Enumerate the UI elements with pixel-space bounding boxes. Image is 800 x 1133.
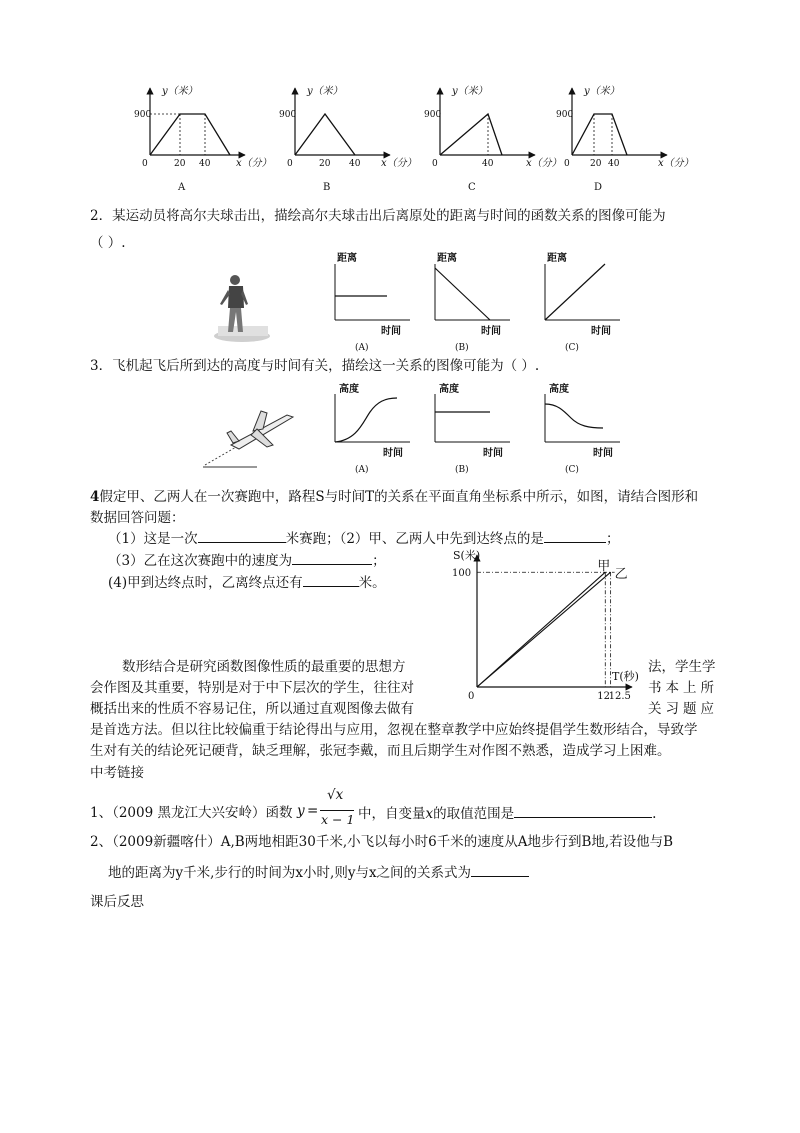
- zhongkao-q1-a: 1、（2009 黑龙江大兴安岭）函数: [90, 805, 293, 821]
- graph-b-x-tick-2: 40: [349, 159, 361, 169]
- graph-b-x-tick-1: 20: [319, 159, 331, 169]
- zhongkao-heading: 中考链接: [90, 765, 144, 781]
- graph-b-origin: 0: [287, 159, 293, 169]
- graph-a-y-tick: 900: [134, 110, 152, 120]
- airplane-illustration: [195, 405, 305, 475]
- q4-sub1-c: ；: [605, 531, 620, 547]
- q2-graph-a: [335, 251, 410, 353]
- q4-sub3-a: （3）乙在这次赛跑中的速度为: [108, 553, 293, 569]
- q3-graph-a: [335, 382, 410, 475]
- graph-d-origin: 0: [564, 159, 570, 169]
- q3-graph-b: [435, 382, 510, 475]
- zhongkao-q1-var: x: [425, 806, 434, 822]
- zhongkao-q2-line1: 2、（2009新疆喀什）A,B两地相距30千米,小飞以每小时6千米的速度从A地步行到B地,若设他与B: [90, 834, 674, 850]
- q4-sub3-b: ；: [372, 553, 386, 569]
- q3-b-x-label: 时间: [483, 448, 503, 459]
- zhongkao-q1-d: .: [652, 806, 657, 822]
- q4-sub4-a: (4)甲到达终点时，乙离终点还有: [108, 575, 303, 591]
- function-equals: =: [307, 803, 319, 819]
- paragraph-line3-left: 概括出来的性质不容易记住，所以通过直观图像去做有: [90, 701, 414, 717]
- q4-sub4-b: 米。: [358, 575, 386, 591]
- graph-c-y-label: y（米）: [452, 86, 488, 97]
- zhongkao-q2-line2: [108, 862, 529, 883]
- q3-text: 3．飞机起飞后所到达的高度与时间有关，描绘这一关系的图像可能为（ ）.: [90, 358, 540, 374]
- q4-number: 4: [90, 489, 100, 505]
- q3-graph-c: [545, 382, 620, 475]
- graph-d-x-label: x（分）: [658, 158, 694, 169]
- q4-sub1-a: （1）这是一次: [108, 531, 198, 547]
- q4-blank-distance[interactable]: [198, 528, 286, 543]
- zhongkao-q1-c: 的取值范围是: [433, 806, 515, 822]
- graph-a-origin: 0: [142, 159, 148, 169]
- q3-b-y-label: 高度: [439, 384, 459, 395]
- graph-c: [424, 85, 562, 193]
- graph-a-x-label: x（分）: [236, 158, 272, 169]
- q2-b-x-label: 时间: [481, 326, 501, 337]
- paragraph-line3-right: 关习题应: [648, 701, 718, 717]
- q4-sub1-b: 米赛跑；（2）甲、乙两人中先到达终点的是: [285, 531, 544, 547]
- q4-sub4: [108, 572, 386, 593]
- graph-d-y-tick: 900: [556, 110, 574, 120]
- zhongkao-q1-function: [297, 787, 357, 831]
- graph-b-option: B: [323, 182, 331, 193]
- function-y: y: [297, 803, 305, 819]
- paragraph-line1-right: 法，学生学: [648, 659, 716, 675]
- graph-c-x-tick: 40: [482, 159, 494, 169]
- race-x-tick-12: 12: [597, 691, 611, 702]
- q3-c-x-label: 时间: [593, 448, 613, 459]
- q3-a-option: (A): [355, 465, 369, 475]
- race-series-label-jia: 甲: [597, 559, 611, 575]
- graph-d-x-tick-2: 40: [608, 159, 620, 169]
- graph-b-x-label: x（分）: [381, 158, 417, 169]
- graph-d-option: D: [594, 182, 603, 193]
- paragraph-line2-right: 书本上所: [648, 680, 718, 696]
- paragraph-line4: 是首选方法。但以往比较偏重于结论得出与应用，忽视在整章教学中应始终提倡学生数形结合，导致学: [90, 722, 698, 738]
- graph-c-option: C: [468, 182, 476, 193]
- q2-line1: 2．某运动员将高尔夫球击出，描绘高尔夫球击出后离原处的距离与时间的函数关系的图像可能为: [90, 208, 666, 224]
- zhongkao-q1: [90, 803, 293, 823]
- race-x-tick-12-5: 12.5: [608, 691, 631, 702]
- q3-graphs: [310, 380, 630, 480]
- zhongkao-q1-rest: [358, 803, 656, 824]
- q3-b-option: (B): [455, 465, 469, 475]
- q3-a-x-label: 时间: [383, 448, 403, 459]
- graph-b-y-tick: 900: [279, 110, 297, 120]
- q2-b-y-label: 距离: [437, 253, 457, 264]
- q4-blank-remaining[interactable]: [303, 572, 359, 587]
- race-y-tick: 100: [452, 568, 472, 580]
- graph-a-option: A: [178, 182, 186, 193]
- function-numerator: √x: [327, 787, 344, 803]
- zhongkao-q2-b: 地的距离为y千米,步行的时间为x小时,则y与x之间的关系式为: [108, 865, 472, 881]
- q2-graphs: [310, 250, 630, 355]
- race-series-label-yi: 乙: [614, 567, 628, 583]
- graph-c-origin: 0: [432, 159, 438, 169]
- paragraph-line5: 生对有关的结论死记硬背，缺乏理解，张冠李戴，而且后期学生对作图不熟悉，造成学习上困难。: [90, 743, 671, 759]
- q2-b-option: (B): [455, 343, 469, 353]
- reflection-heading: 课后反思: [90, 894, 144, 910]
- graph-b-y-label: y（米）: [307, 86, 343, 97]
- graph-c-x-label: x（分）: [526, 158, 562, 169]
- golfer-illustration: [210, 270, 280, 345]
- q2-a-x-label: 时间: [381, 326, 401, 337]
- graph-b: [279, 85, 417, 193]
- q4-line2: 数据回答问题：: [90, 510, 185, 526]
- graph-d-x-tick-1: 20: [590, 159, 602, 169]
- zhongkao-q2-blank[interactable]: [471, 862, 529, 877]
- paragraph-line1: [122, 658, 406, 677]
- graph-a-y-label: y（米）: [162, 86, 198, 97]
- top-graphs: [0, 70, 800, 200]
- fraction-bar: [320, 810, 354, 811]
- q3-c-y-label: 高度: [549, 384, 569, 395]
- graph-a: [134, 85, 272, 193]
- zhongkao-q1-b: 中，自变量: [358, 806, 426, 822]
- q2-c-option: (C): [565, 343, 579, 353]
- q3-a-y-label: 高度: [339, 384, 359, 395]
- q2-graph-c: [545, 251, 620, 353]
- race-y-axis-label: S(米): [453, 549, 481, 562]
- q3-c-option: (C): [565, 465, 579, 475]
- graph-a-x-tick-2: 40: [199, 159, 211, 169]
- graph-d: [556, 85, 694, 193]
- graph-d-y-label: y（米）: [584, 86, 620, 97]
- race-chart: [450, 545, 640, 710]
- zhongkao-q1-blank[interactable]: [514, 803, 652, 818]
- function-denominator: x − 1: [321, 812, 355, 827]
- q4-line1-text: 假定甲、乙两人在一次赛跑中，路程S与时间T的关系在平面直角坐标系中所示，如图，请结合图形和: [99, 489, 699, 505]
- q4-blank-first-finisher[interactable]: [544, 528, 606, 543]
- q4-sub3: [108, 550, 386, 571]
- race-series-line-yi: [477, 572, 611, 687]
- paragraph-line2-left: 会作图及其重要，特别是对于中下层次的学生，往往对: [90, 680, 414, 696]
- q2-c-x-label: 时间: [591, 326, 611, 337]
- race-origin: 0: [468, 691, 475, 702]
- graph-c-y-tick: 900: [424, 110, 442, 120]
- q2-graph-b: [435, 251, 510, 353]
- paragraph-line1-left: 数形结合是研究函数图像性质的最重要的思想方: [122, 659, 406, 675]
- q2-a-option: (A): [355, 343, 369, 353]
- q2-c-y-label: 距离: [547, 253, 567, 264]
- q2-line2: （ ）.: [90, 235, 126, 251]
- q4-blank-speed[interactable]: [292, 550, 372, 565]
- graph-a-x-tick-1: 20: [174, 159, 186, 169]
- race-x-axis-label: T(秒): [612, 670, 639, 683]
- q4-line1: [90, 487, 698, 507]
- q2-a-y-label: 距离: [337, 253, 357, 264]
